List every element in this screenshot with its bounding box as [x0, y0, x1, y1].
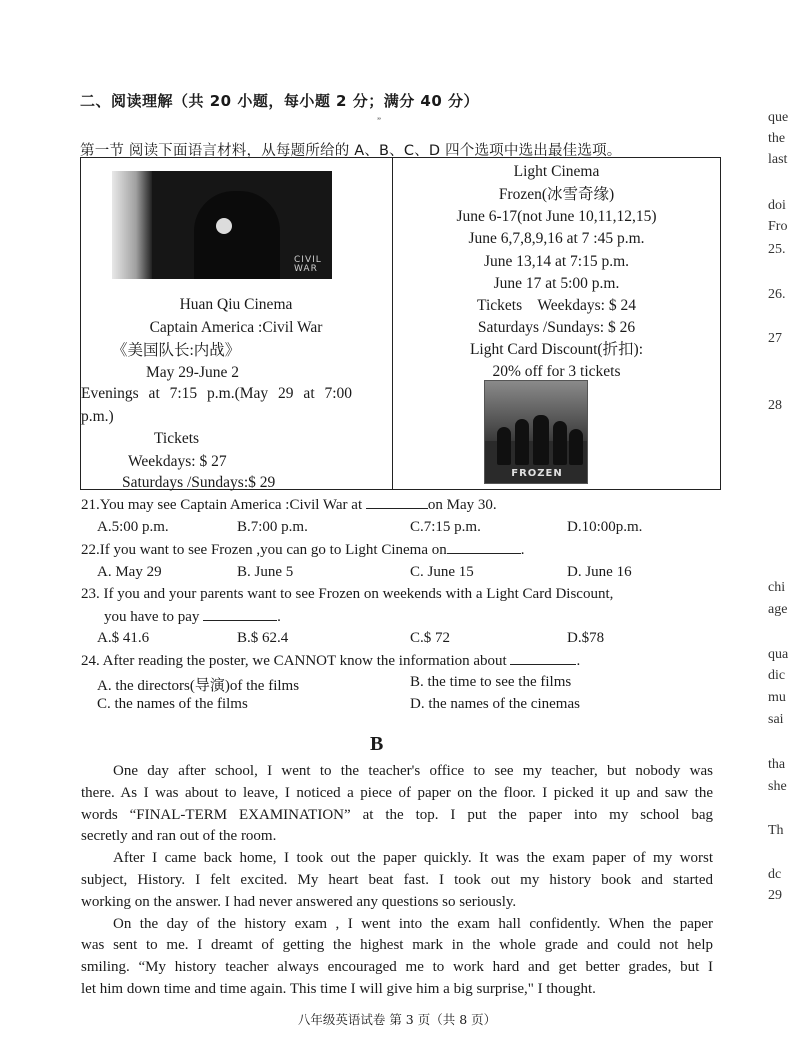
q22-option-c: C. June 15 — [410, 564, 474, 580]
q22-option-d: D. June 16 — [567, 564, 632, 580]
edge-fragment: dc — [768, 867, 782, 882]
page-footer: 八年级英语试卷 第 3 页（共 8 页） — [297, 1012, 497, 1027]
passage-line: One day after school, I went to the teacher's office to see my teacher, but nobody was — [113, 763, 713, 779]
left-weekends-price: Saturdays /Sundays:$ 29 — [122, 474, 276, 491]
passage-line: words “FINAL-TERM EXAMINATION” at the top. I put the paper into my school bag — [81, 806, 713, 823]
q24-option-d: D. the names of the cinemas — [410, 696, 580, 712]
edge-fragment: 28 — [768, 398, 782, 413]
right-weekends-price: Saturdays /Sundays: $ 26 — [477, 319, 636, 336]
q24-option-c: C. the names of the films — [97, 696, 248, 712]
q21-option-a: A.5:00 p.m. — [97, 519, 169, 535]
q21-option-b: B.7:00 p.m. — [237, 519, 308, 535]
passage-line: there. As I was about to leave, I noticed a piece of paper on the floor. I picked it up and saw the — [81, 784, 713, 801]
q24-option-b: B. the time to see the films — [410, 674, 572, 690]
edge-fragment: she — [768, 779, 787, 794]
part-b-heading: B — [370, 733, 384, 755]
left-film-cn: 《美国队长:内战》 — [112, 342, 241, 359]
right-dates: June 6-17(not June 10,11,12,15) — [456, 208, 657, 225]
edge-fragment: Fro — [768, 219, 788, 234]
q23-option-b: B.$ 62.4 — [237, 630, 289, 646]
edge-fragment: 27 — [768, 331, 782, 346]
right-discount-detail: 20% off for 3 tickets — [492, 363, 621, 380]
left-dates: May 29-June 2 — [146, 364, 239, 381]
q23-option-c: C.$ 72 — [410, 630, 451, 646]
passage-line: smiling. “My history teacher always encouraged me to work hard and get better grades, but I — [81, 959, 713, 976]
left-cinema-name: Huan Qiu Cinema — [179, 296, 293, 313]
passage-line: let him down time and time again. This time I will give him a big surprise," I thought. — [81, 980, 596, 997]
edge-fragment: sai — [768, 712, 784, 727]
question-21-stem: 21.You may see Captain America :Civil War at on May 30. — [81, 497, 497, 513]
q23-option-a: A.$ 41.6 — [97, 630, 150, 646]
q22-option-a: A. May 29 — [97, 564, 162, 580]
edge-fragment: chi — [768, 580, 786, 595]
edge-fragment: 29 — [768, 888, 782, 903]
passage-line: On the day of the history exam , I went into the exam hall confidently. When the paper — [113, 915, 713, 932]
q23-option-d: D.$78 — [567, 630, 605, 646]
passage-line: secretly and ran out of the room. — [81, 828, 277, 845]
passage-line: was sent to me. I dreamt of getting the highest mark in the whole grade and could not help — [81, 937, 713, 954]
right-time-3: June 17 at 5:00 p.m. — [493, 275, 620, 292]
edge-fragment: que — [768, 110, 789, 125]
edge-fragment: qua — [768, 647, 789, 662]
passage-paragraph-2 — [81, 848, 713, 870]
q22-option-b: B. June 5 — [237, 564, 294, 580]
edge-fragment: 26. — [768, 287, 786, 302]
q21-option-d: D.10:00p.m. — [567, 519, 643, 535]
edge-fragment: last — [768, 152, 788, 167]
edge-fragment: age — [768, 602, 788, 617]
frozen-image-caption: FROZEN — [511, 468, 563, 479]
right-tickets-weekdays: Tickets Weekdays: $ 24 — [477, 297, 636, 314]
question-23-stem-cont: you have to pay . — [104, 609, 281, 625]
passage-paragraph-1 — [81, 761, 713, 783]
left-evenings-line2: p.m.) — [81, 408, 114, 425]
left-weekdays-price: Weekdays: $ 27 — [128, 453, 227, 470]
passage-paragraph-3 — [81, 914, 713, 936]
edge-fragment: tha — [768, 757, 786, 772]
edge-fragment: dic — [768, 668, 786, 683]
right-time-1: June 6,7,8,9,16 at 7 :45 p.m. — [468, 230, 645, 247]
passage-b — [81, 761, 713, 1001]
part-instruction: 第一节 阅读下面语言材料，从每题所给的 A、B、C、D 四个选项中选出最佳选项。 — [80, 143, 622, 159]
edge-fragment: Th — [768, 823, 784, 838]
left-evenings-line1: Evenings at 7:15 p.m.(May 29 at 7:00 — [81, 385, 353, 402]
right-time-2: June 13,14 at 7:15 p.m. — [483, 253, 630, 270]
stray-mark: ” — [377, 116, 381, 126]
section-title: 二、阅读理解（共 20 小题，每小题 2 分；满分 40 分） — [80, 92, 480, 110]
passage-line: working on the answer. I had never answered any questions so seriously. — [81, 893, 517, 910]
right-discount: Light Card Discount(折扣): — [469, 341, 644, 358]
left-film-en: Captain America :Civil War — [149, 319, 323, 336]
frozen-poster-image — [484, 380, 588, 484]
left-tickets-label: Tickets — [154, 430, 200, 447]
passage-line: subject, History. I felt excited. My heart beat fast. I took out my history book and started — [81, 871, 713, 888]
edge-fragment: doi — [768, 198, 786, 213]
captain-america-poster-image — [112, 171, 332, 279]
civil-war-image-caption: CIVIL WAR — [294, 255, 322, 274]
q21-option-c: C.7:15 p.m. — [410, 519, 481, 535]
question-24-stem: 24. After reading the poster, we CANNOT know the information about . — [81, 653, 581, 669]
q24-option-a: A. the directors(导演)of the films — [97, 678, 300, 694]
right-cinema-name: Light Cinema — [513, 163, 600, 180]
edge-fragment: mu — [768, 690, 786, 705]
edge-fragment: the — [768, 131, 786, 146]
question-23-stem: 23. If you and your parents want to see Frozen on weekends with a Light Card Discount, — [81, 586, 614, 602]
edge-fragment: 25. — [768, 242, 786, 257]
right-film: Frozen(冰雪奇缘) — [498, 186, 615, 203]
passage-line: After I came back home, I took out the paper quickly. It was the exam paper of my worst — [113, 850, 713, 867]
question-22-stem: 22.If you want to see Frozen ,you can go to Light Cinema on . — [81, 542, 525, 558]
